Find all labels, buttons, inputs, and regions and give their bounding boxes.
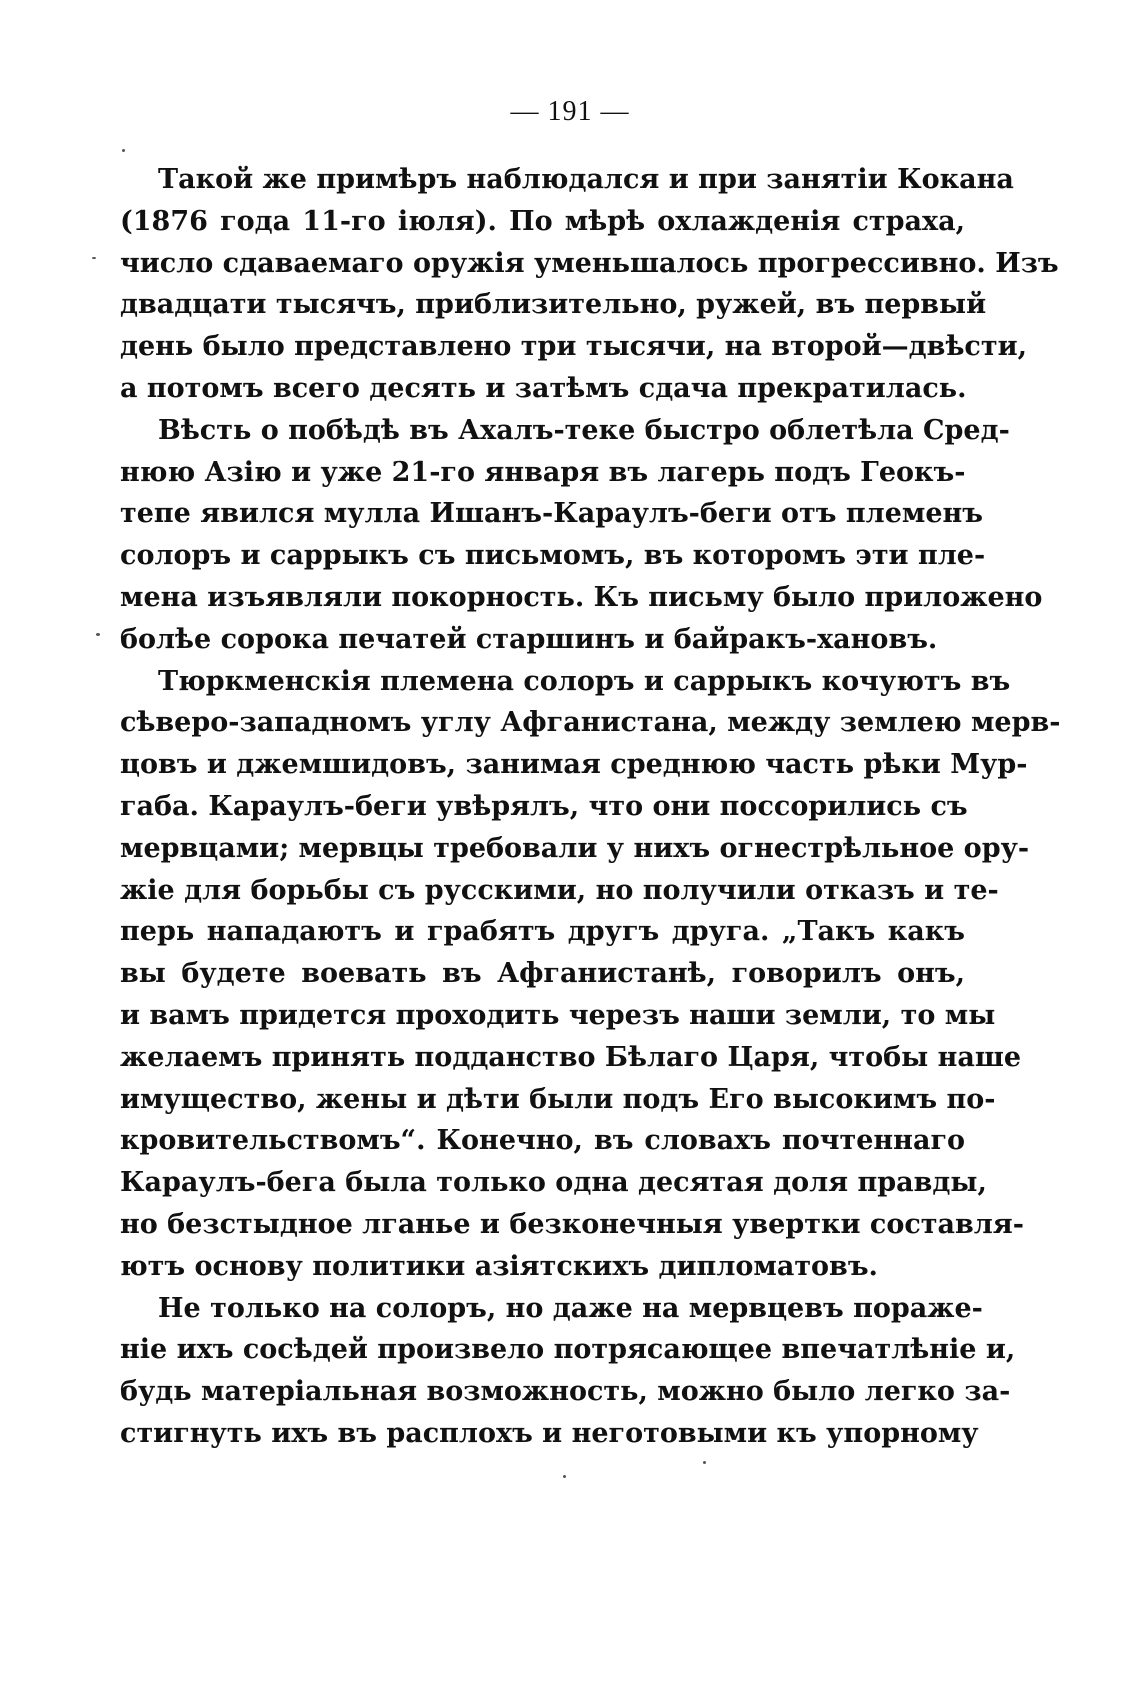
text-line: Такой же примѣръ наблюдался и при занятіи Кокана — [158, 164, 1014, 195]
text-line: Тюркменскія племена солоръ и саррыкъ кочуютъ въ — [158, 665, 1011, 697]
text-line: солоръ и саррыкъ съ письмомъ, въ которомъ эти пле- — [120, 540, 986, 572]
text-line: нюю Азію и уже 21-го января въ лагерь подъ Геокъ- — [120, 456, 966, 488]
text-line: а потомъ всего десять и затѣмъ сдача прекратилась. — [120, 372, 967, 404]
text-line: число сдаваемаго оружія уменьшалось прогрессивно. Изъ — [120, 247, 1059, 279]
text-line: желаемъ принять подданство Бѣлаго Царя, чтобы наше — [120, 1041, 1022, 1073]
print-speck — [96, 633, 100, 636]
text-line: стигнуть ихъ въ расплохъ и неготовыми къ упорному — [120, 1417, 979, 1449]
text-line: но безстыдное лганье и безконечныя увертки составля- — [120, 1208, 1024, 1240]
text-line: вы будете воевать въ Афганистанѣ, говорилъ онъ, — [120, 958, 965, 990]
text-line: Караулъ-бега была только одна десятая доля правды, — [120, 1167, 987, 1199]
print-speck — [92, 257, 96, 259]
text-line: цовъ и джемшидовъ, занимая среднюю часть рѣки Мур- — [120, 749, 1028, 781]
paragraph — [120, 159, 1059, 410]
text-line: жіе для борьбы съ русскими, но получили отказъ и те- — [120, 874, 999, 906]
text-line: имущество, жены и дѣти были подъ Его высокимъ по- — [120, 1083, 996, 1115]
paragraph — [120, 410, 1043, 661]
page-number: — 191 — — [510, 96, 630, 127]
text-line: ютъ основу политики азіятскихъ дипломатовъ. — [120, 1250, 878, 1282]
print-speck — [563, 1475, 566, 1478]
print-speck — [703, 1461, 706, 1464]
text-line: будь матеріальная возможность, можно было легко за- — [120, 1376, 1011, 1408]
text-line: и вамъ придется проходить черезъ наши земли, то мы — [120, 999, 996, 1031]
text-line: Вѣсть о побѣдѣ въ Ахалъ-теке быстро облетѣла Сред- — [158, 414, 1010, 446]
text-line: сѣверо-западномъ углу Афганистана, между землею мерв- — [120, 707, 1061, 739]
text-line: мена изъявляли покорность. Къ письму было приложено — [120, 581, 1043, 613]
text-line: ніе ихъ сосѣдей произвело потрясающее впечатлѣніе и, — [120, 1334, 1016, 1366]
text-line: кровительствомъ“. Конечно, въ словахъ почтеннаго — [120, 1125, 965, 1157]
text-line: день было представлено три тысячи, на второй—двѣсти, — [120, 331, 1028, 363]
paragraph — [120, 1288, 1016, 1455]
text-line: габа. Караулъ-беги увѣрялъ, что они поссорились съ — [120, 790, 968, 822]
text-line: Не только на солоръ, но даже на мервцевъ пораже- — [158, 1292, 983, 1324]
paragraph — [120, 661, 1061, 1288]
text-line: двадцати тысячъ, приблизительно, ружей, въ первый — [120, 289, 987, 321]
text-line: перь нападаютъ и грабятъ другъ друга. „Такъ какъ — [120, 916, 965, 948]
text-line: мервцами; мервцы требовали у нихъ огнестрѣльное ору- — [120, 832, 1030, 864]
text-line: тепе явился мулла Ишанъ-Караулъ-беги отъ племенъ — [120, 498, 983, 530]
text-line: болѣе сорока печатей старшинъ и байракъ-хановъ. — [120, 623, 938, 655]
print-speck — [122, 149, 125, 152]
body-text — [120, 159, 1061, 1455]
text-line: (1876 года 11-го іюля). По мѣрѣ охлажденія страха, — [120, 205, 965, 237]
